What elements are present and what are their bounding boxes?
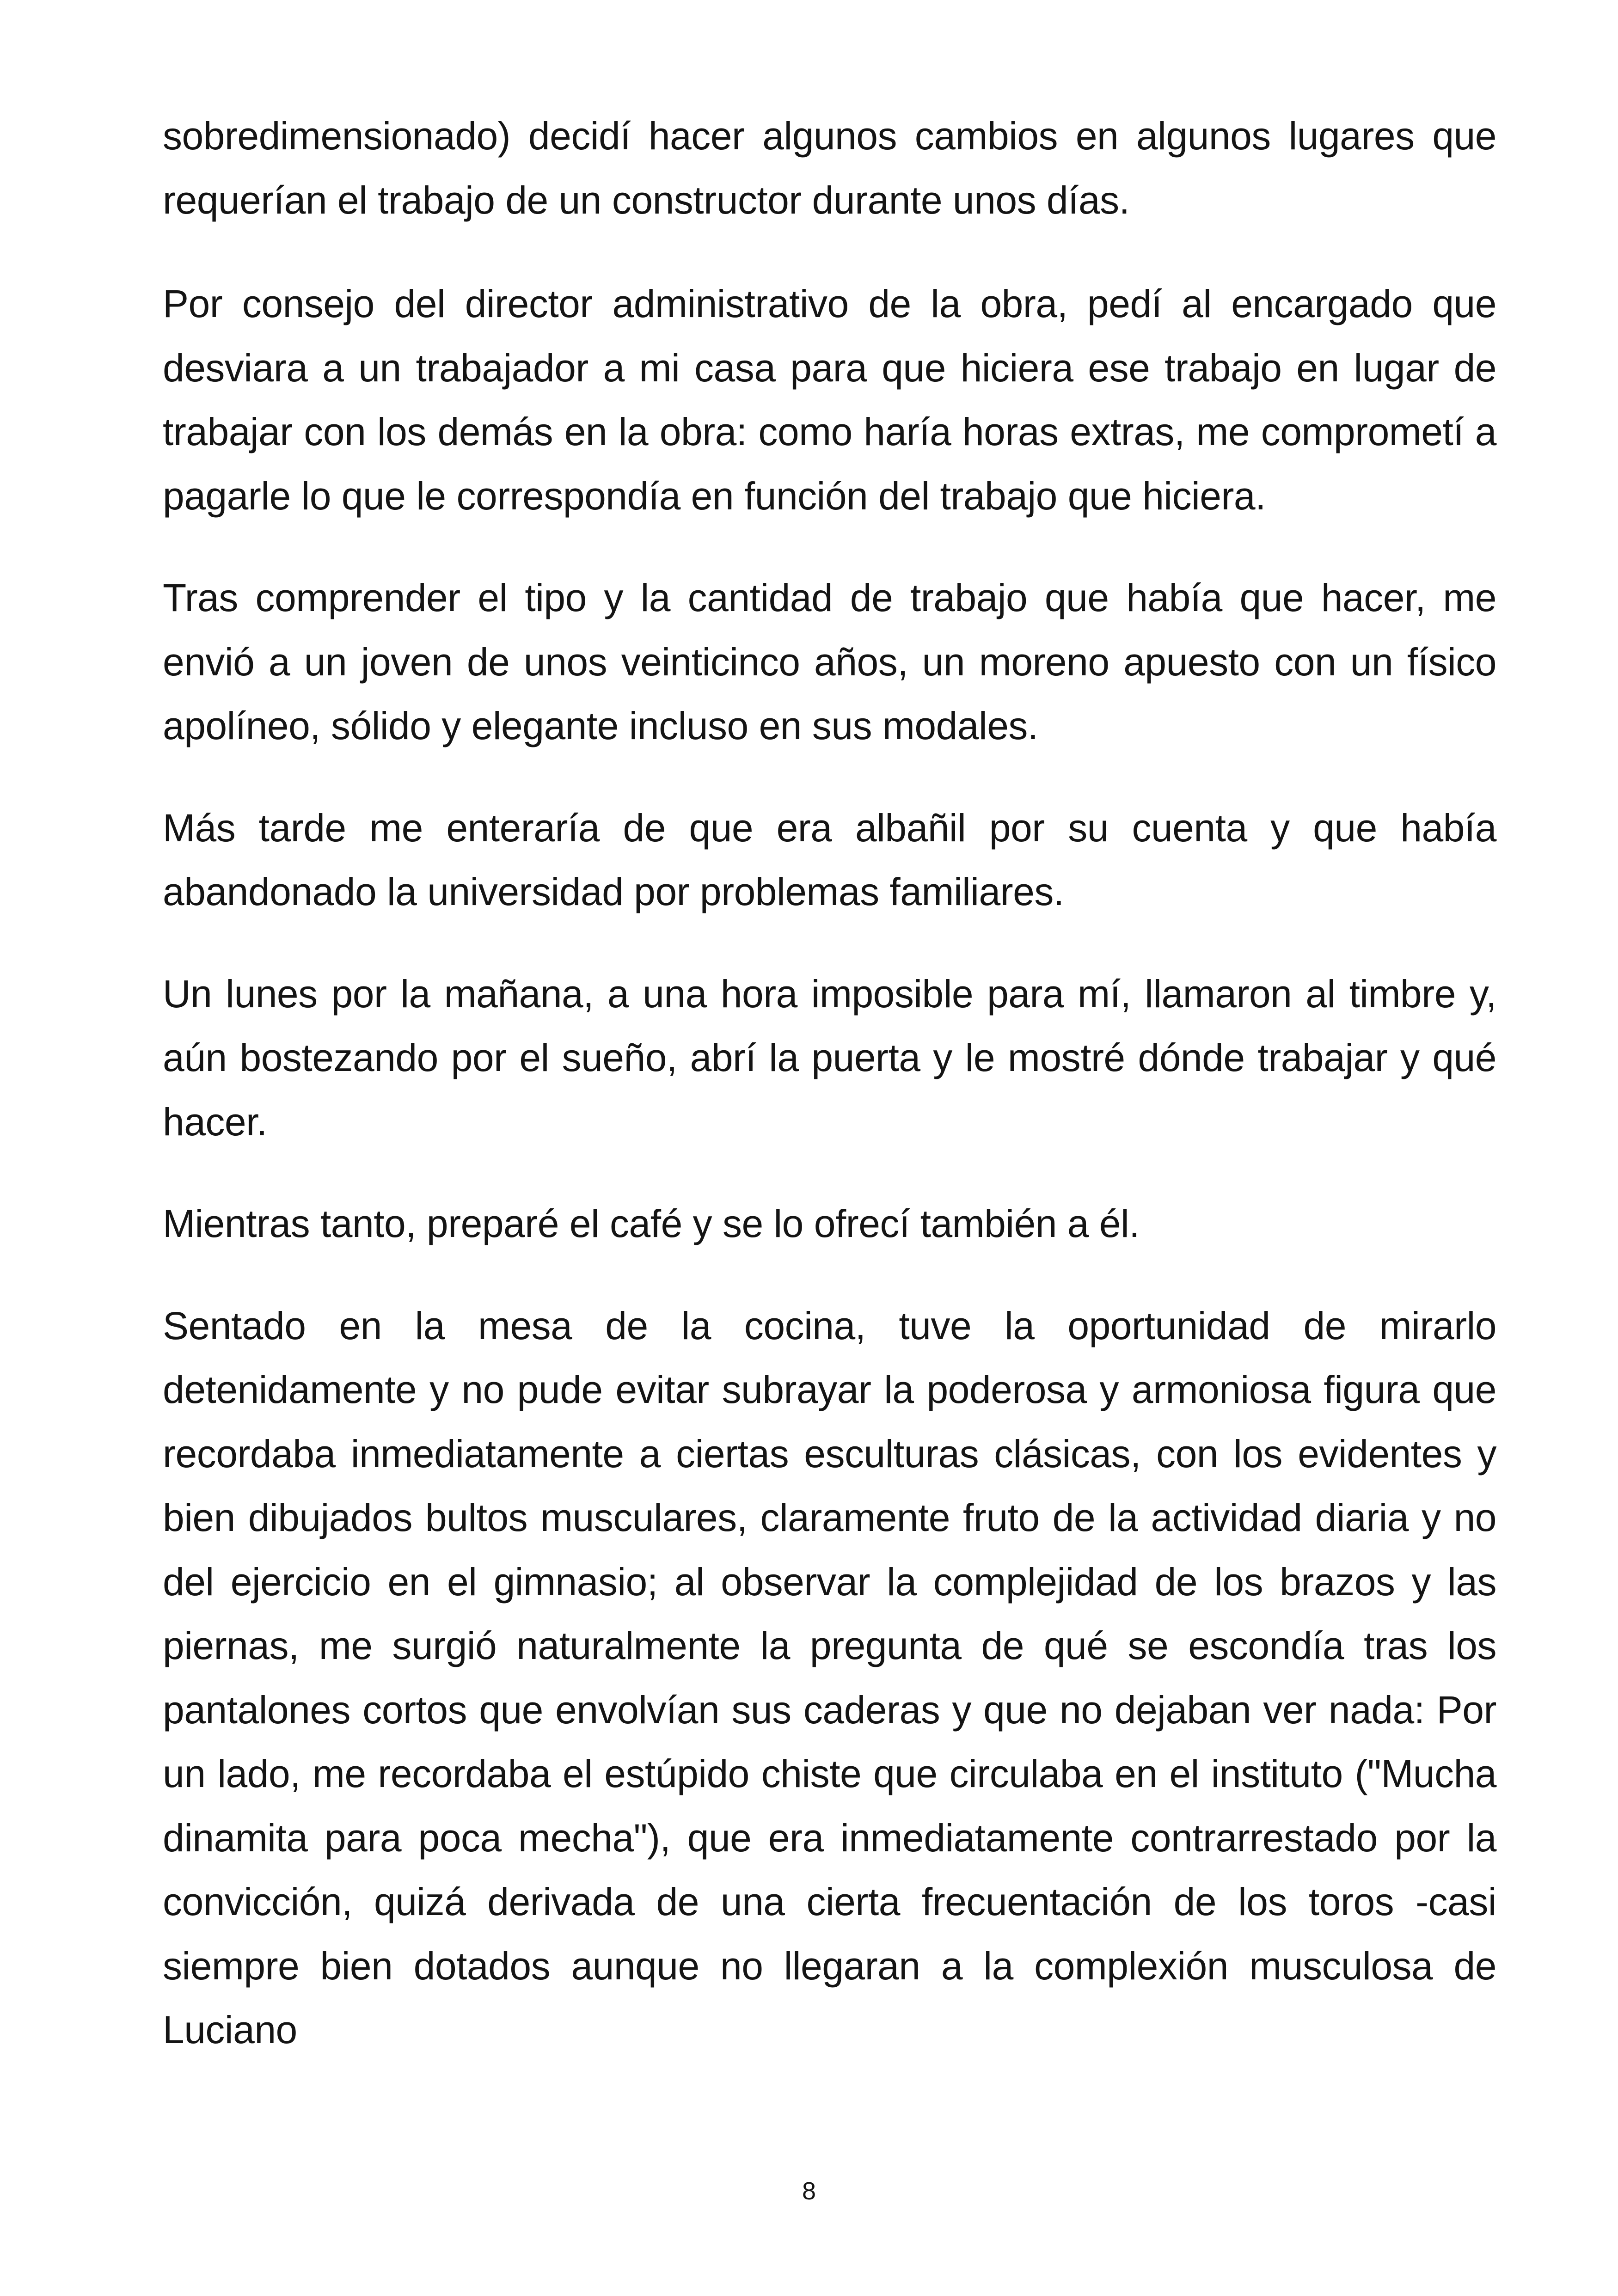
paragraph-4: Más tarde me enteraría de que era albañil por su cuenta y que había abandonado la universidad por problemas familiares. xyxy=(163,806,1496,913)
paragraph-3: Tras comprender el tipo y la cantidad de trabajo que había que hacer, me envió a un joven de unos veinticinco años, un moreno apuesto con un físico apolíneo, sólido y elegante incluso en sus modales. xyxy=(163,576,1496,747)
paragraph-2: Por consejo del director administrativo de la obra, pedí al encargado que desviara a un trabajador a mi casa para que hiciera ese trabajo en lugar de trabajar con los demás en la obra: como haría horas extras, me comprometí a pagarle lo que le correspondía en función del trabajo que hiciera. xyxy=(163,282,1496,518)
paragraph-1: sobredimensionado) decidí hacer algunos cambios en algunos lugares que requerían el trabajo de un constructor durante unos días. xyxy=(163,114,1496,222)
paragraph-5: Un lunes por la mañana, a una hora imposible para mí, llamaron al timbre y, aún bostezando por el sueño, abrí la puerta y le mostré dónde trabajar y qué hacer. xyxy=(163,972,1496,1144)
paragraph-6: Mientras tanto, preparé el café y se lo ofrecí también a él. xyxy=(163,1202,1140,1245)
page-number: 8 xyxy=(802,2177,816,2205)
body-text xyxy=(163,104,1496,2062)
paragraph-7: Sentado en la mesa de la cocina, tuve la oportunidad de mirarlo detenidamente y no pude evitar subrayar la poderosa y armoniosa figura que recordaba inmediatamente a ciertas esculturas clásicas, con los evidentes y bien dibujados bultos musculares, claramente fruto de la actividad diaria y no del ejercicio en el gimnasio; al observar la complejidad de los brazos y las piernas, me surgió naturalmente la pregunta de qué se escondía tras los pantalones cortos que envolvían sus caderas y que no dejaban ver nada: Por un lado, me recordaba el estúpido chiste que circulaba en el instituto ("Mucha dinamita para poca mecha"), que era inmediatamente contrarrestado por la convicción, quizá derivada de una cierta frecuentación de los toros -casi siempre bien dotados aunque no llegaran a la complexión musculosa de Luciano xyxy=(163,1304,1496,2051)
